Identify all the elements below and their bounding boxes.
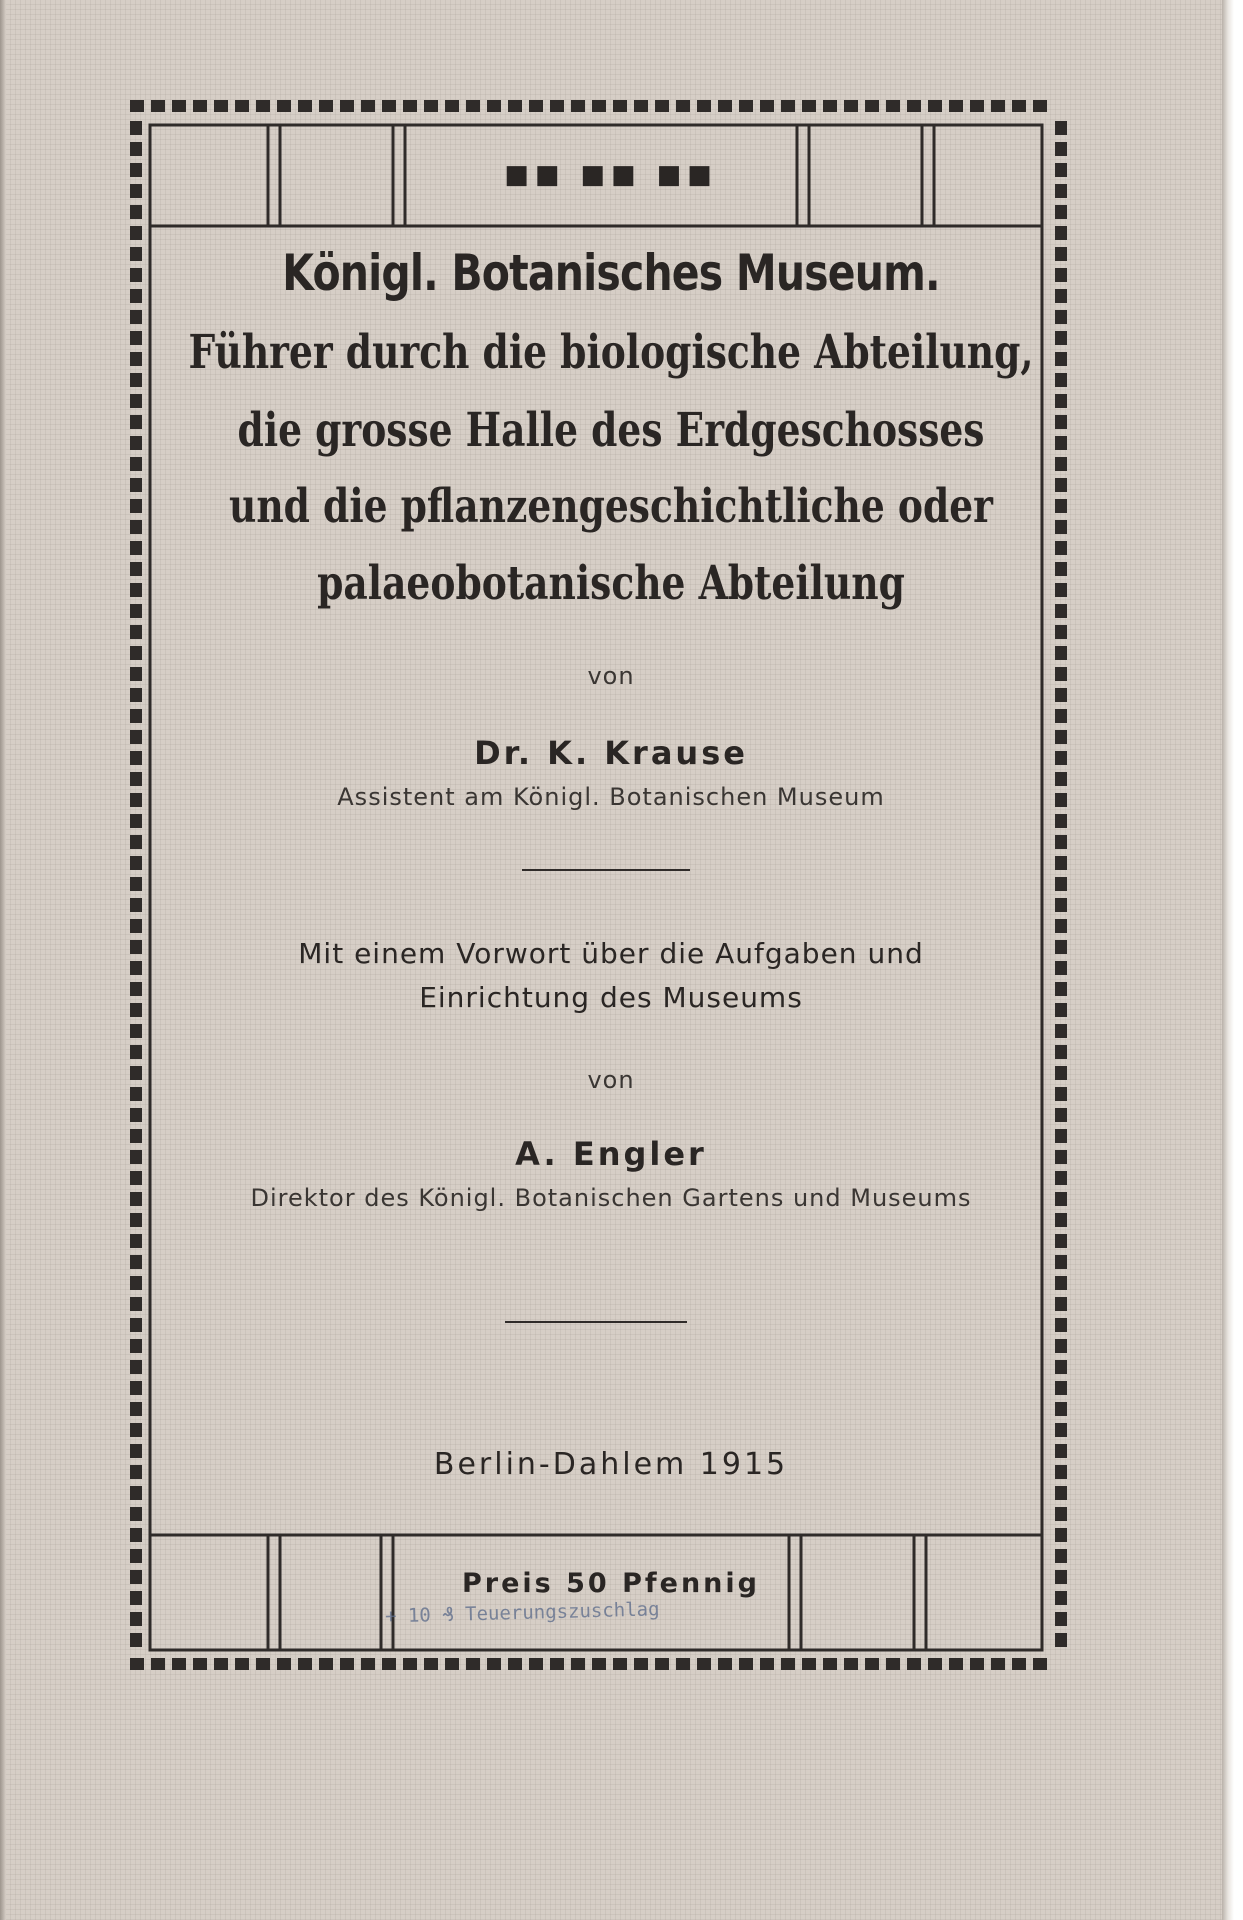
border-square: [1055, 814, 1067, 828]
border-square: [760, 100, 774, 112]
author-name-krause: Dr. K. Krause: [474, 734, 748, 772]
border-square: [1055, 1255, 1067, 1269]
border-square: [1055, 1486, 1067, 1500]
author-name-engler: A. Engler: [515, 1135, 707, 1173]
border-square: [361, 1658, 375, 1670]
border-square: [1055, 1234, 1067, 1248]
border-square: [130, 1402, 142, 1416]
subtitle-line-2: die grosse Halle des Erdgeschosses: [237, 403, 985, 458]
border-square: [1055, 709, 1067, 723]
border-square: [130, 1381, 142, 1395]
border-square: [1055, 1318, 1067, 1332]
border-square: [130, 1045, 142, 1059]
border-square: [256, 100, 270, 112]
border-square: [130, 1423, 142, 1437]
border-square: [340, 100, 354, 112]
border-square: [193, 100, 207, 112]
foreword-line-2: Einrichtung des Museums: [419, 981, 803, 1014]
border-square: [781, 100, 795, 112]
border-square: [130, 919, 142, 933]
border-square: [739, 1658, 753, 1670]
border-square: [1033, 100, 1047, 112]
border-square: [865, 100, 879, 112]
border-square: [1055, 1297, 1067, 1311]
border-square: [130, 835, 142, 849]
von-label-1: von: [587, 662, 635, 690]
border-square: [130, 1612, 142, 1626]
price-label: Preis 50 Pfennig: [462, 1568, 760, 1599]
border-square: [130, 142, 142, 156]
von-label-2: von: [587, 1066, 635, 1094]
border-square: [949, 100, 963, 112]
border-square: [991, 100, 1005, 112]
border-square: [1055, 856, 1067, 870]
border-square: [718, 100, 732, 112]
border-square: [991, 1658, 1005, 1670]
foreword-line-1: Mit einem Vorwort über die Aufgaben und: [298, 937, 924, 970]
subtitle-line-4: palaeobotanische Abteilung: [317, 556, 905, 611]
border-square: [550, 1658, 564, 1670]
border-square: [844, 100, 858, 112]
border-square: [130, 1486, 142, 1500]
border-square: [1055, 142, 1067, 156]
border-square: [1033, 1658, 1047, 1670]
author-role-krause: Assistent am Königl. Botanischen Museum: [337, 783, 885, 811]
border-square: [613, 1658, 627, 1670]
divider-rule-1: [522, 869, 690, 871]
border-square: [1055, 688, 1067, 702]
border-square: [298, 1658, 312, 1670]
surcharge-stamp: + 10 ₰ Teuerungszuschlag: [384, 1598, 660, 1628]
border-square: [1055, 1108, 1067, 1122]
border-square: [466, 1658, 480, 1670]
border-square: [697, 1658, 711, 1670]
border-square: [613, 100, 627, 112]
border-square: [130, 1318, 142, 1332]
ornament-squares: ■■ ■■ ■■: [504, 160, 718, 190]
border-square: [214, 1658, 228, 1670]
border-square: [130, 814, 142, 828]
border-square: [529, 100, 543, 112]
border-square: [340, 1658, 354, 1670]
border-square: [130, 1507, 142, 1521]
border-square: [886, 1658, 900, 1670]
border-square: [130, 1633, 142, 1647]
border-square: [487, 100, 501, 112]
border-square: [760, 1658, 774, 1670]
border-square: [130, 1528, 142, 1542]
border-square: [130, 1108, 142, 1122]
border-square: [823, 100, 837, 112]
author-role-engler: Direktor des Königl. Botanischen Gartens und Museums: [250, 1184, 972, 1212]
border-square: [403, 1658, 417, 1670]
border-square: [508, 100, 522, 112]
border-square: [592, 100, 606, 112]
border-square: [802, 100, 816, 112]
border-square: [1055, 919, 1067, 933]
border-square: [130, 205, 142, 219]
border-square: [130, 121, 142, 135]
border-square: [319, 1658, 333, 1670]
border-square: [634, 100, 648, 112]
border-square: [130, 898, 142, 912]
border-square: [739, 100, 753, 112]
border-square: [298, 100, 312, 112]
border-square: [676, 1658, 690, 1670]
border-square: [970, 1658, 984, 1670]
border-square: [487, 1658, 501, 1670]
border-square: [550, 100, 564, 112]
page-title: Königl. Botanisches Museum.: [282, 244, 940, 302]
border-square: [634, 1658, 648, 1670]
border-square: [130, 625, 142, 639]
border-square: [907, 100, 921, 112]
border-square: [802, 1658, 816, 1670]
border-square: [361, 100, 375, 112]
border-square: [1012, 1658, 1026, 1670]
border-square: [466, 100, 480, 112]
border-square: [571, 1658, 585, 1670]
border-square: [1055, 877, 1067, 891]
border-square: [130, 1297, 142, 1311]
border-square: [949, 1658, 963, 1670]
border-square: [592, 1658, 606, 1670]
border-square: [445, 100, 459, 112]
page-edge: [1222, 0, 1243, 1920]
border-square: [1055, 1171, 1067, 1185]
border-square: [130, 1024, 142, 1038]
border-square: [130, 1255, 142, 1269]
border-square: [130, 226, 142, 240]
border-square: [277, 1658, 291, 1670]
border-square: [130, 856, 142, 870]
border-square: [1055, 1339, 1067, 1353]
border-square: [151, 100, 165, 112]
border-square: [928, 100, 942, 112]
border-square: [382, 100, 396, 112]
border-square: [865, 1658, 879, 1670]
border-square: [970, 100, 984, 112]
border-square: [1055, 121, 1067, 135]
divider-rule-2: [505, 1321, 687, 1323]
border-square: [1055, 1423, 1067, 1437]
border-square: [130, 1213, 142, 1227]
border-square: [655, 100, 669, 112]
border-square: [1055, 226, 1067, 240]
border-square: [382, 1658, 396, 1670]
border-square: [424, 100, 438, 112]
border-square: [1055, 1549, 1067, 1563]
border-square: [130, 1339, 142, 1353]
border-square: [1055, 1528, 1067, 1542]
border-square: [151, 1658, 165, 1670]
border-square: [676, 100, 690, 112]
border-square: [1055, 1381, 1067, 1395]
border-square: [1055, 835, 1067, 849]
border-square: [130, 1234, 142, 1248]
border-square: [130, 1549, 142, 1563]
border-square: [1055, 625, 1067, 639]
border-square: [1055, 1276, 1067, 1290]
border-square: [823, 1658, 837, 1670]
border-square: [1055, 1402, 1067, 1416]
border-square: [928, 1658, 942, 1670]
border-square: [907, 1658, 921, 1670]
border-square: [130, 1171, 142, 1185]
border-square: [130, 646, 142, 660]
border-square: [214, 100, 228, 112]
subtitle-line-3: und die pflanzengeschichtliche oder: [228, 479, 993, 534]
border-square: [1012, 100, 1026, 112]
border-square: [130, 877, 142, 891]
border-square: [172, 100, 186, 112]
border-square: [1055, 1024, 1067, 1038]
border-square: [1055, 205, 1067, 219]
border-square: [256, 1658, 270, 1670]
border-square: [697, 100, 711, 112]
border-square: [424, 1658, 438, 1670]
border-square: [1055, 646, 1067, 660]
border-square: [130, 1276, 142, 1290]
publication-place-year: Berlin-Dahlem 1915: [433, 1447, 789, 1482]
subtitle-line-1: Führer durch die biologische Abteilung,: [188, 325, 1034, 380]
border-square: [130, 1658, 144, 1670]
border-square: [130, 1360, 142, 1374]
border-square: [1055, 1213, 1067, 1227]
border-square: [844, 1658, 858, 1670]
border-square: [508, 1658, 522, 1670]
border-square: [1055, 1360, 1067, 1374]
border-square: [718, 1658, 732, 1670]
border-square: [445, 1658, 459, 1670]
border-square: [529, 1658, 543, 1670]
border-square: [1055, 1633, 1067, 1647]
border-square: [403, 100, 417, 112]
border-square: [235, 1658, 249, 1670]
border-square: [235, 100, 249, 112]
border-square: [130, 709, 142, 723]
border-square: [130, 688, 142, 702]
border-square: [655, 1658, 669, 1670]
border-square: [130, 100, 144, 112]
border-square: [1055, 898, 1067, 912]
border-square: [1055, 1507, 1067, 1521]
border-square: [319, 100, 333, 112]
border-square: [1055, 1612, 1067, 1626]
border-square: [781, 1658, 795, 1670]
border-square: [193, 1658, 207, 1670]
border-square: [172, 1658, 186, 1670]
border-square: [886, 100, 900, 112]
border-square: [1055, 1045, 1067, 1059]
border-square: [277, 100, 291, 112]
border-square: [571, 100, 585, 112]
